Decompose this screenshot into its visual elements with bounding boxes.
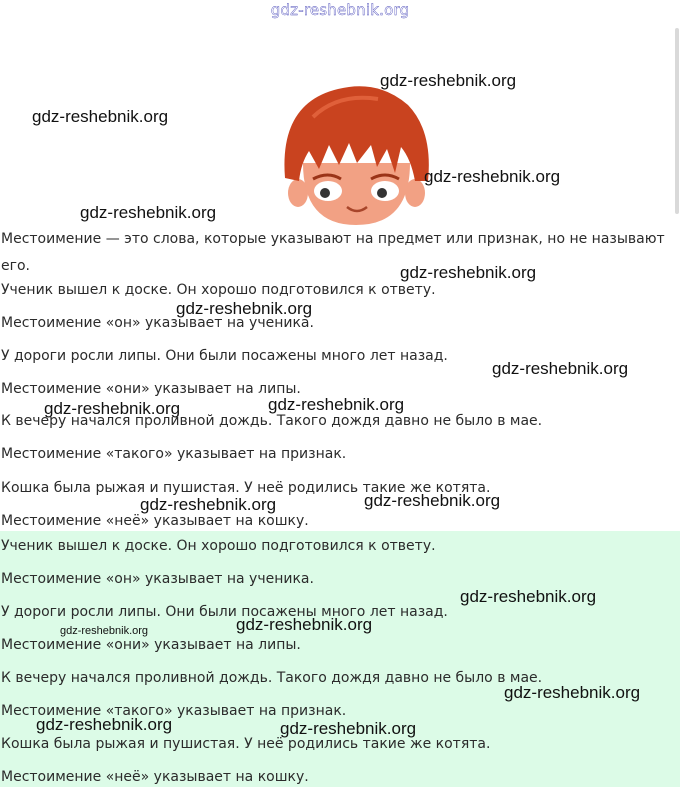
watermark: gdz-reshebnik.org	[80, 203, 217, 222]
boy-avatar-illustration	[283, 83, 430, 225]
watermark: gdz-reshebnik.org	[380, 71, 517, 90]
watermark: gdz-reshebnik.org	[140, 495, 277, 514]
theory-line: Местоимение «неё» указывает на кошку.	[1, 513, 309, 529]
scrollbar[interactable]	[675, 28, 679, 214]
answer-line: У дороги росли липы. Они были посажены много лет назад.	[1, 604, 448, 620]
watermark: gdz-reshebnik.org	[424, 167, 561, 186]
watermark: gdz-reshebnik.org	[400, 263, 537, 282]
watermark: gdz-reshebnik.org	[504, 683, 641, 702]
theory-line: Ученик вышел к доске. Он хорошо подготовился к ответу.	[1, 282, 436, 298]
watermark: gdz-reshebnik.org	[492, 359, 629, 378]
definition-text: Местоимение — это слова, которые указывают на предмет или признак, но не называют его.	[1, 231, 665, 274]
theory-line: У дороги росли липы. Они были посажены много лет назад.	[1, 348, 448, 364]
watermark: gdz-reshebnik.org	[236, 615, 373, 634]
watermark: gdz-reshebnik.org	[268, 395, 405, 414]
theory-line: К вечеру начался проливной дождь. Такого дождя давно не было в мае.	[1, 413, 543, 429]
answer-line: Местоимение «такого» указывает на признак.	[1, 703, 347, 719]
watermark: gdz-reshebnik.org	[44, 399, 181, 418]
site-link[interactable]: gdz-reshebnik.org	[270, 1, 410, 19]
watermark: gdz-reshebnik.org	[36, 715, 173, 734]
watermark: gdz-reshebnik.org	[280, 719, 417, 738]
answer-line: Местоимение «они» указывает на липы.	[1, 637, 301, 653]
theory-line: Местоимение «такого» указывает на признак.	[1, 446, 347, 462]
answer-line: Кошка была рыжая и пушистая. У неё родились такие же котята.	[1, 736, 491, 752]
theory-line: Кошка была рыжая и пушистая. У неё родились такие же котята.	[1, 480, 491, 496]
watermark: gdz-reshebnik.org	[364, 491, 501, 510]
answer-line: Ученик вышел к доске. Он хорошо подготовился к ответу.	[1, 538, 436, 554]
watermark: gdz-reshebnik.org	[176, 299, 313, 318]
theory-line: Местоимение «он» указывает на ученика.	[1, 315, 314, 331]
answer-line: Местоимение «он» указывает на ученика.	[1, 571, 314, 587]
theory-line: Местоимение «они» указывает на липы.	[1, 381, 301, 397]
watermark: gdz-reshebnik.org	[32, 107, 169, 126]
watermark: gdz-reshebnik.org	[460, 587, 597, 606]
watermark: gdz-reshebnik.org	[60, 625, 149, 637]
answer-line: Местоимение «неё» указывает на кошку.	[1, 769, 309, 785]
answer-line: К вечеру начался проливной дождь. Такого дождя давно не было в мае.	[1, 670, 543, 686]
